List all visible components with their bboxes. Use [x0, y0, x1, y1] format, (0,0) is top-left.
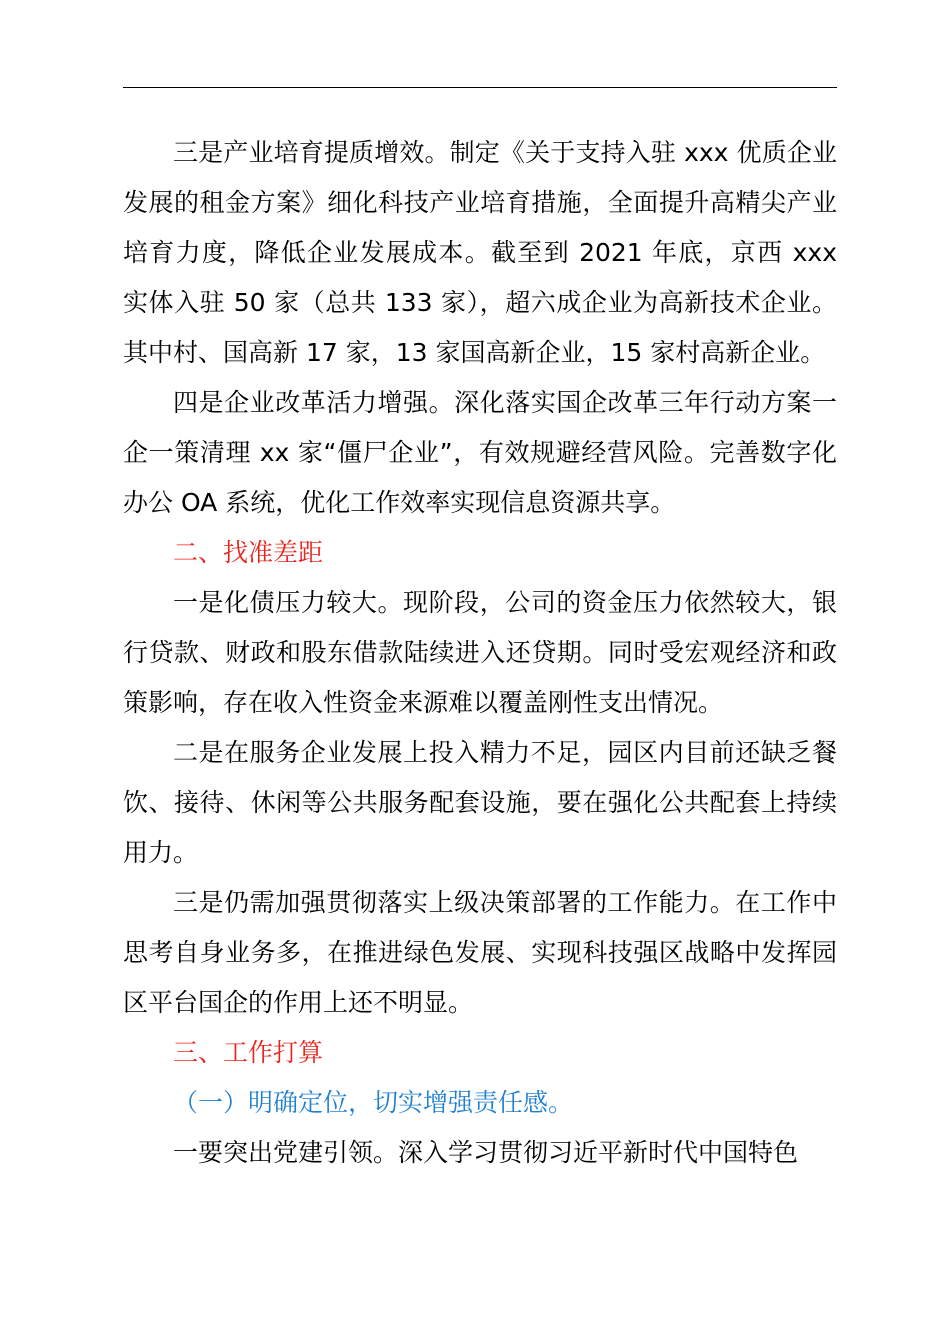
section-heading-work-plan: 三、工作打算	[173, 1038, 324, 1067]
header-divider	[123, 87, 837, 88]
document-body	[123, 128, 837, 1178]
paragraph-industry-cultivation: 三是产业培育提质增效。制定《关于支持入驻 xxx 优质企业发展的租金方案》细化科技产业培育措施，全面提升高精尖产业培育力度，降低企业发展成本。截至到 2021 年底，京西 xxx 实体入驻 50 家（总共 133 家），超六成企业为高新技术企业。其中村、国高新 17 家，13 家国高新企业，15 家村高新企业。	[123, 138, 837, 367]
paragraph-enterprise-reform: 四是企业改革活力增强。深化落实国企改革三年行动方案一企一策清理 xx 家“僵尸企业”，有效规避经营风险。完善数字化办公 OA 系统，优化工作效率实现信息资源共享。	[123, 388, 837, 517]
section-heading-gaps: 二、找准差距	[173, 538, 324, 567]
paragraph-party-leadership: 一要突出党建引领。深入学习贯彻习近平新时代中国特色	[173, 1138, 799, 1167]
subheading-positioning: （一）明确定位，切实增强责任感。	[173, 1088, 574, 1117]
paragraph-service-shortfall: 二是在服务企业发展上投入精力不足，园区内目前还缺乏餐饮、接待、休闲等公共服务配套设施，要在强化公共配套上持续用力。	[123, 738, 837, 867]
paragraph-implementation-capability: 三是仍需加强贯彻落实上级决策部署的工作能力。在工作中思考自身业务多，在推进绿色发展、实现科技强区战略中发挥园区平台国企的作用上还不明显。	[123, 888, 837, 1017]
paragraph-debt-pressure: 一是化债压力较大。现阶段，公司的资金压力依然较大，银行贷款、财政和股东借款陆续进入还贷期。同时受宏观经济和政策影响，存在收入性资金来源难以覆盖刚性支出情况。	[123, 588, 837, 717]
